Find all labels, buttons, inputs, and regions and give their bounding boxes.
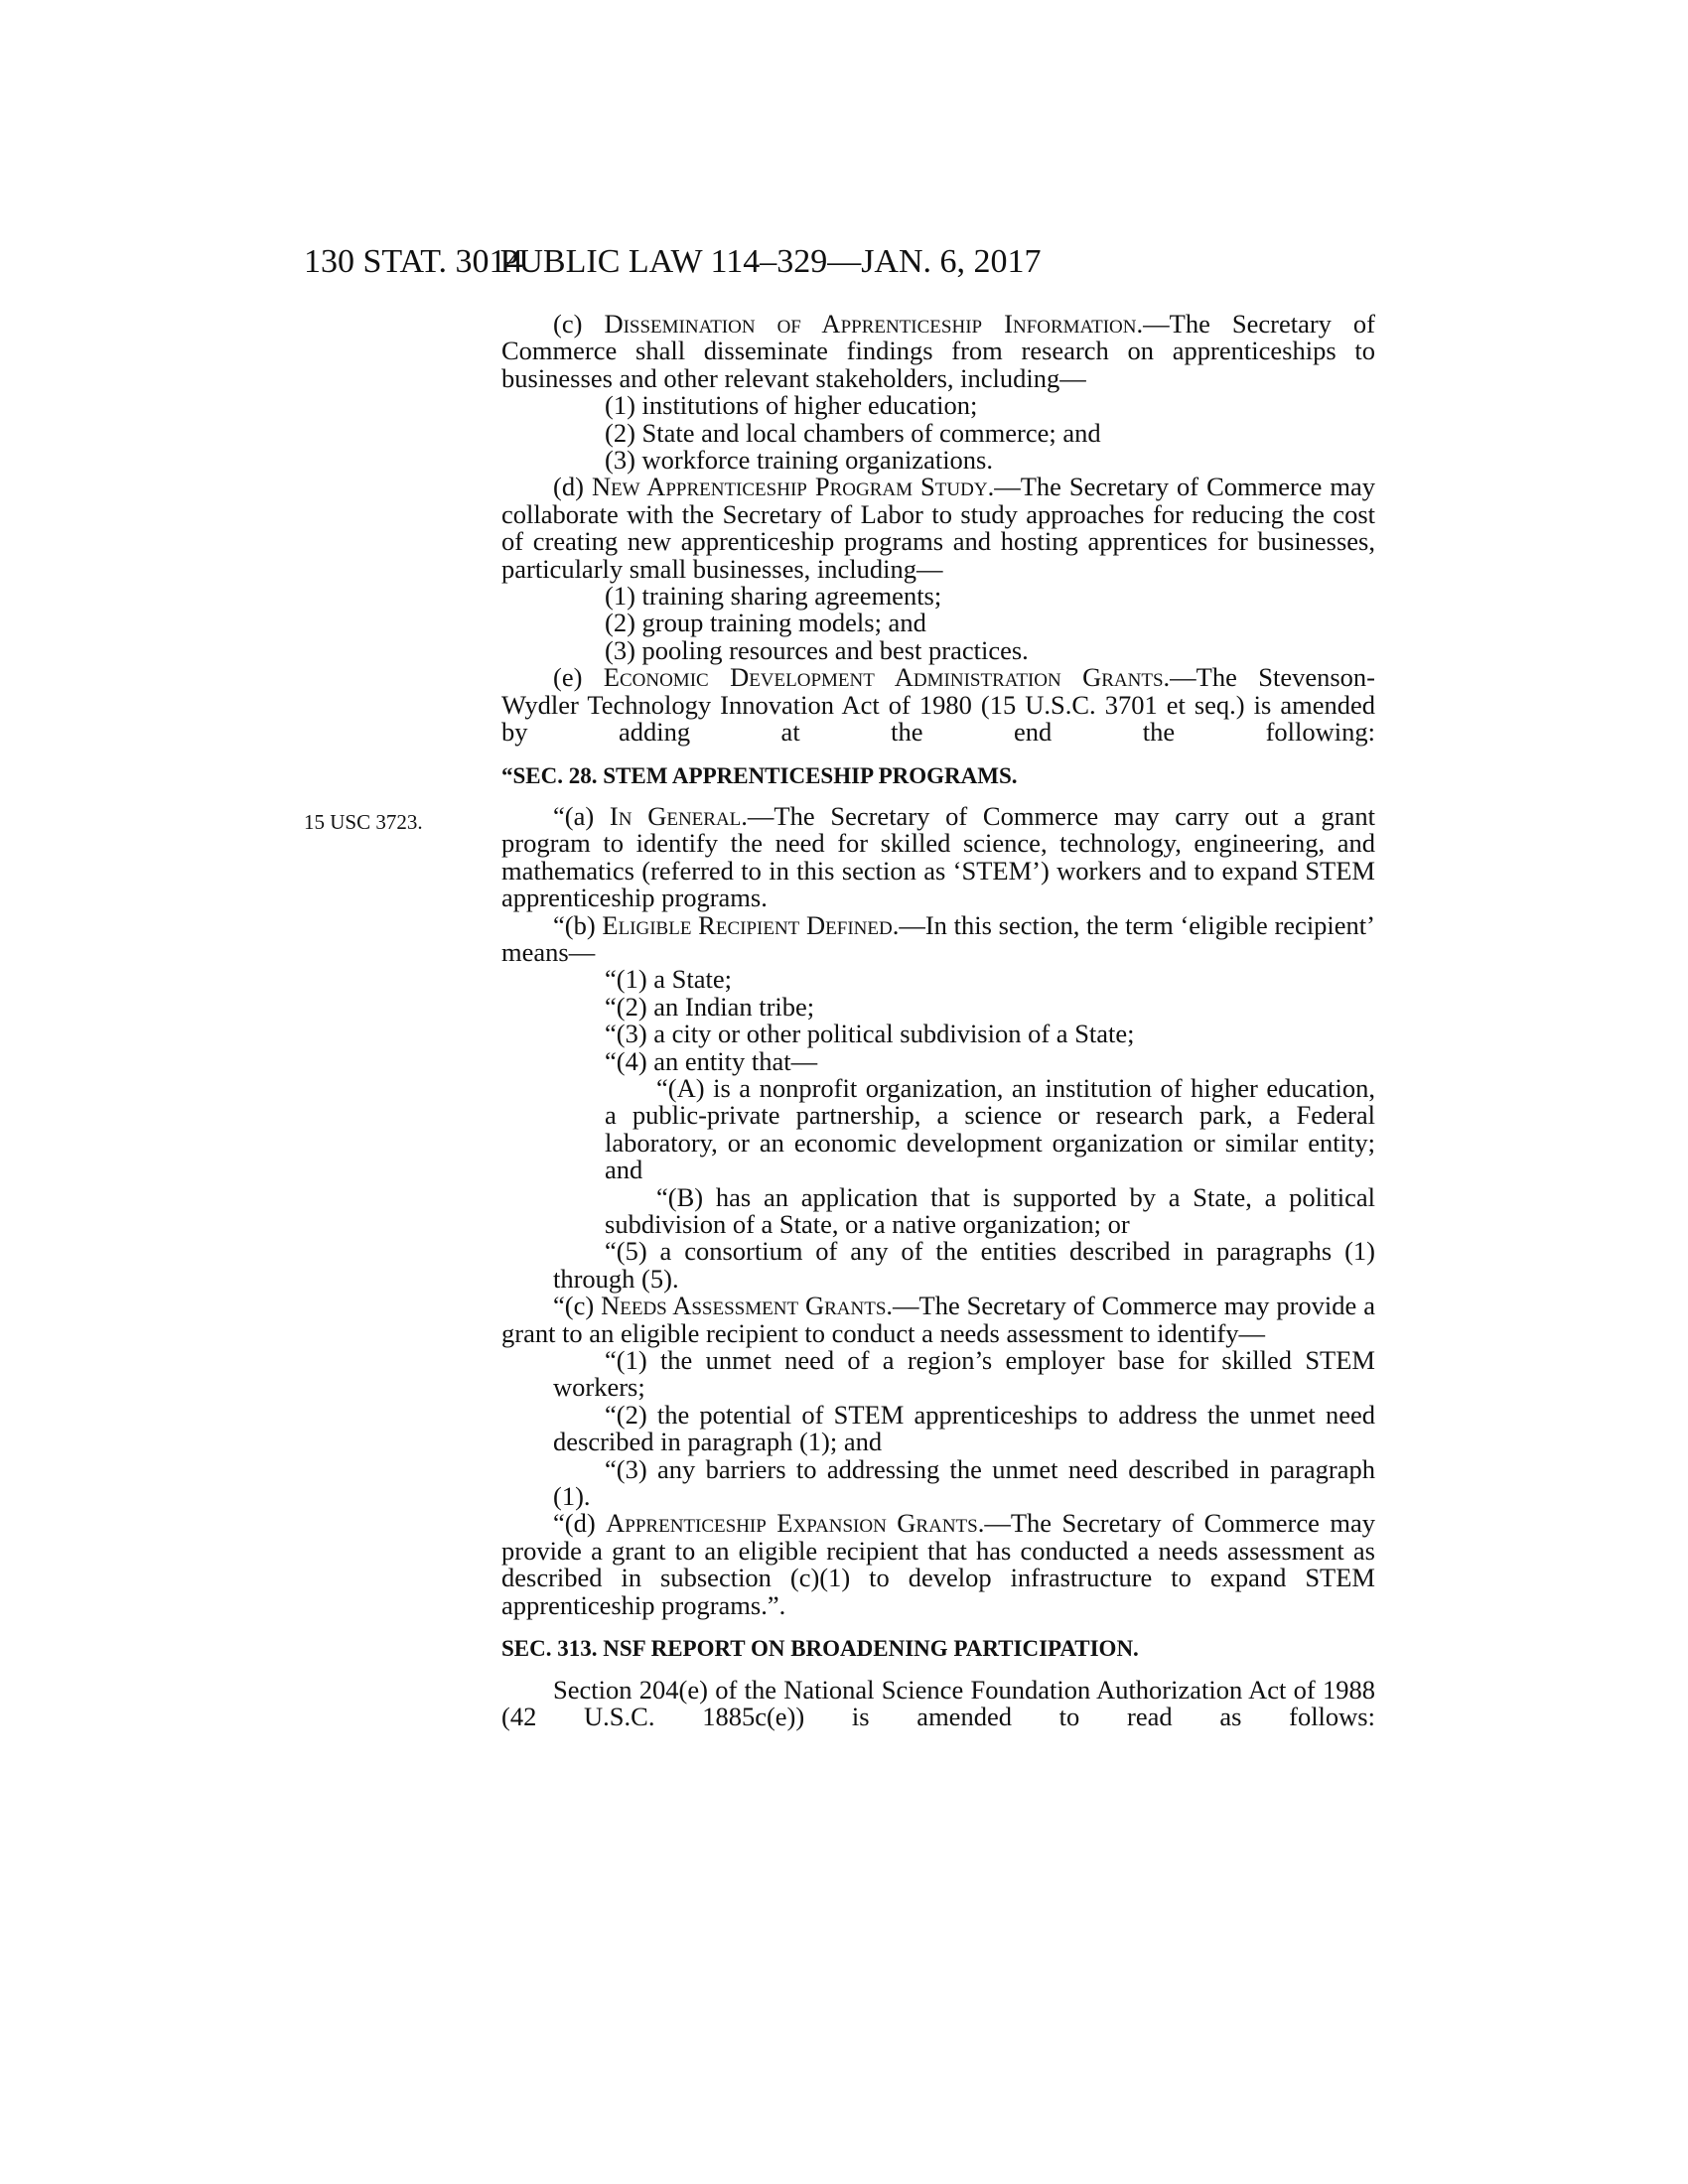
statute-page-number: 130 STAT. 3014 <box>304 243 523 280</box>
list-item: “(1) the unmet need of a region’s employer base for skilled STEM workers; <box>553 1345 1375 1403</box>
list-item: “(3) any barriers to addressing the unmet need described in paragraph (1). <box>553 1453 1375 1512</box>
list-item: “(1) a State; <box>605 964 733 995</box>
subsection-heading: Needs Assessment Grants <box>601 1291 887 1321</box>
law-title-date: PUBLIC LAW 114–329—JAN. 6, 2017 <box>499 243 1042 280</box>
subsection-heading: Economic Development Administration Grants <box>603 662 1164 693</box>
list-item: (1) training sharing agreements; <box>605 581 942 612</box>
subsection-heading: Dissemination of Apprenticeship Information <box>604 309 1137 339</box>
list-item: (3) pooling resources and best practices. <box>605 634 1029 665</box>
list-item: “(5) a consortium of any of the entities described in paragraphs (1) through (5). <box>553 1236 1375 1294</box>
subsection-e: (e) Economic Development Administration Grants.—The Stevenson-Wydler Technology Innovation Act of 1980 (15 U.S.C. 3701 et seq.) is amended by adding at the end the following: <box>501 662 1375 748</box>
subsection-heading: In General <box>609 800 742 831</box>
list-item: “(4) an entity that— <box>605 1045 818 1076</box>
running-header <box>304 242 1237 282</box>
section-313-text: Section 204(e) of the National Science Foundation Authorization Act of 1988 (42 U.S.C. 1885c(e)) is amended to read as follows: <box>501 1674 1375 1731</box>
subsection-c: (c) Dissemination of Apprenticeship Information.—The Secretary of Commerce shall disseminate findings from research on apprenticeships to businesses and other relevant stakeholders, including— <box>501 309 1375 393</box>
page-body <box>501 311 1375 1730</box>
section-heading-sec-28: “SEC. 28. STEM APPRENTICESHIP PROGRAMS. <box>501 762 1018 788</box>
subsection-d: (d) New Apprenticeship Program Study.—The Secretary of Commerce may collaborate with the Secretary of Labor to study approaches for reducing the cost of creating new apprenticeship programs and hosting apprentices for businesses, particularly small businesses, including— <box>501 472 1376 584</box>
subsection-heading: Apprenticeship Expansion Grants <box>606 1508 978 1539</box>
list-item: “(3) a city or other political subdivision of a State; <box>605 1019 1135 1049</box>
list-item: “(A) is a nonprofit organization, an institution of higher education, a public-private partnership, a science or research park, a Federal laboratory, or an economic development organization or similar entity; and <box>605 1072 1375 1185</box>
list-item: (2) State and local chambers of commerce; and <box>605 417 1101 448</box>
list-item: (2) group training models; and <box>605 608 926 638</box>
list-item: “(2) the potential of STEM apprenticeships to address the unmet need described in paragraph (1); and <box>553 1399 1375 1457</box>
list-item: (1) institutions of higher education; <box>605 390 978 421</box>
list-item: “(B) has an application that is supported by a State, a political subdivision of a State, or a native organization; or <box>605 1181 1375 1239</box>
section-heading-sec-313: SEC. 313. NSF REPORT ON BROADENING PARTICIPATION. <box>501 1636 1139 1662</box>
subsection-b: “(b) Eligible Recipient Defined.—In this section, the term ‘eligible recipient’ means— <box>501 909 1375 967</box>
subsection-d-expansion-grants: “(d) Apprenticeship Expansion Grants.—The Secretary of Commerce may provide a grant to an eligible recipient that has conducted a needs assessment as described in subsection (c)(1) to develop infrastructure to expand STEM apprenticeship programs.”. <box>501 1508 1375 1620</box>
subsection-heading: Eligible Recipient Defined <box>602 909 893 940</box>
subsection-a: “(a) In General.—The Secretary of Commerce may carry out a grant program to identify the need for skilled science, technology, engineering, and mathematics (referred to in this section as ‘STEM’) workers and to expand STEM apprenticeship programs. <box>501 800 1375 913</box>
subsection-heading: New Apprenticeship Program Study <box>591 472 988 502</box>
list-item: “(2) an Indian tribe; <box>605 991 815 1022</box>
list-item: (3) workforce training organizations. <box>605 445 993 476</box>
subsection-c-needs-assessment: “(c) Needs Assessment Grants.—The Secretary of Commerce may provide a grant to an eligible recipient to conduct a needs assessment to identify— <box>501 1291 1375 1348</box>
margin-note-usc-citation: 15 USC 3723. <box>304 810 423 834</box>
